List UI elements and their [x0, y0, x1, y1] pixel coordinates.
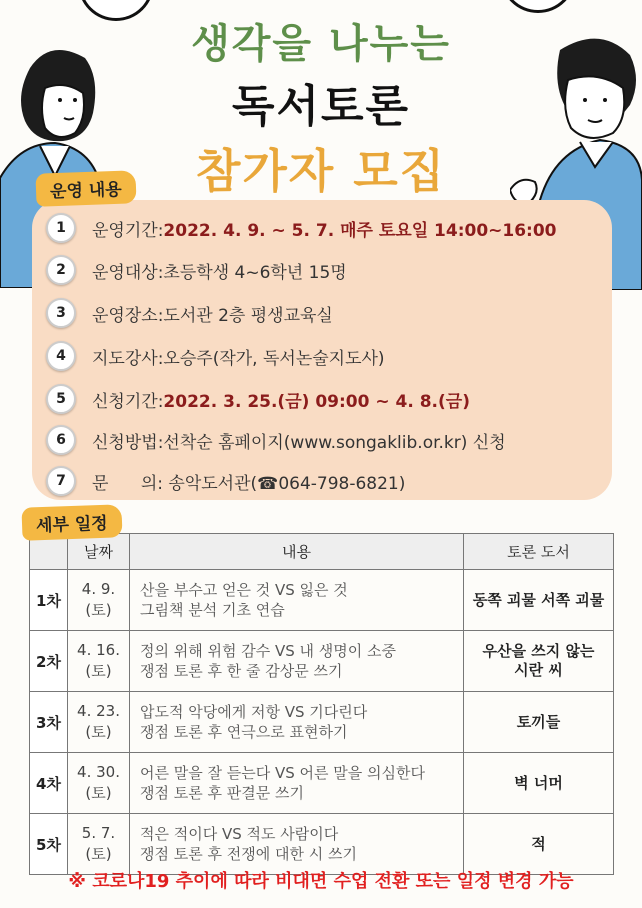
- item-number: 5: [46, 384, 76, 414]
- header-date: 날짜: [68, 534, 130, 570]
- item-number: 3: [46, 298, 76, 328]
- date-cell: [68, 814, 130, 875]
- item-label: 문 의:: [92, 473, 169, 494]
- book-line: 동쪽 괴물 서쪽 괴물: [472, 590, 605, 609]
- content-line: 쟁점 토론 후 판결문 쓰기: [140, 784, 304, 802]
- day-line: (토): [85, 845, 112, 863]
- item-value: 도서관 2층 평생교육실: [163, 305, 333, 326]
- book-cell: [464, 753, 614, 814]
- content-cell: [130, 753, 464, 814]
- date-line: 4. 30.: [77, 763, 120, 781]
- book-cell: [464, 692, 614, 753]
- item-value: 2022. 4. 9. ~ 5. 7. 매주 토요일 14:00~16:00: [163, 220, 557, 241]
- item-value: 오승주(작가, 독서논술지도사): [163, 348, 385, 369]
- content-line: 압도적 악당에게 저항 VS 기다린다: [140, 703, 368, 721]
- item-number: 7: [46, 466, 76, 496]
- day-line: (토): [85, 723, 112, 741]
- date-line: 4. 9.: [81, 580, 116, 598]
- notice-text: ※ 코로나19 추이에 따라 비대면 수업 전환 또는 일정 변경 가능: [68, 871, 574, 892]
- info-item: [46, 425, 506, 455]
- item-value: 2022. 3. 25.(금) 09:00 ~ 4. 8.(금): [163, 391, 470, 412]
- book-line: 시란 씨: [514, 661, 563, 679]
- content-cell: [130, 570, 464, 631]
- content-line: 쟁점 토론 후 한 줄 감상문 쓰기: [140, 662, 343, 680]
- content-line: 어른 말을 잘 듣는다 VS 어른 말을 의심한다: [140, 764, 426, 782]
- content-cell: [130, 692, 464, 753]
- info-item: [46, 298, 333, 328]
- content-line: 그림책 분석 기초 연습: [140, 601, 285, 619]
- item-label: 운영장소:: [92, 305, 164, 326]
- table-row: [30, 570, 614, 631]
- item-label: 신청기간:: [92, 391, 164, 412]
- item-value: 초등학생 4~6학년 15명: [163, 262, 347, 283]
- content-line: 쟁점 토론 후 연극으로 표현하기: [140, 723, 348, 741]
- date-line: 4. 23.: [77, 702, 120, 720]
- date-cell: [68, 631, 130, 692]
- info-item: [46, 213, 557, 243]
- day-line: (토): [85, 784, 112, 802]
- item-label: 지도강사:: [92, 348, 164, 369]
- content-cell: [130, 631, 464, 692]
- content-line: 산을 부수고 얻은 것 VS 잃은 것: [140, 581, 348, 599]
- table-header-row: [30, 534, 614, 570]
- date-cell: [68, 753, 130, 814]
- content-line: 쟁점 토론 후 전쟁에 대한 시 쓰기: [140, 845, 357, 863]
- day-line: (토): [85, 601, 112, 619]
- book-line: 우산을 쓰지 않는: [482, 642, 595, 660]
- schedule-table: [29, 533, 614, 875]
- info-item: [46, 255, 347, 285]
- header-content: 내용: [130, 534, 464, 570]
- info-tag: 운영 내용: [35, 170, 136, 206]
- table-row: [30, 753, 614, 814]
- session-cell: 1차: [30, 570, 68, 631]
- title-line1: 생각을 나누는: [191, 21, 451, 67]
- date-line: 5. 7.: [81, 824, 116, 842]
- session-cell: 3차: [30, 692, 68, 753]
- book-line: 토끼들: [516, 712, 561, 731]
- header-book: 토론 도서: [464, 534, 614, 570]
- item-value: 송악도서관(☎064-798-6821): [168, 473, 406, 494]
- date-cell: [68, 692, 130, 753]
- book-cell: [464, 570, 614, 631]
- content-cell: [130, 814, 464, 875]
- item-number: 4: [46, 341, 76, 371]
- table-row: [30, 631, 614, 692]
- session-cell: 5차: [30, 814, 68, 875]
- item-number: 6: [46, 425, 76, 455]
- item-number: 1: [46, 213, 76, 243]
- item-value: 선착순 홈페이지(www.songaklib.or.kr) 신청: [163, 432, 506, 453]
- table-row: [30, 692, 614, 753]
- info-item: [46, 341, 385, 371]
- book-line: 벽 너머: [514, 773, 563, 792]
- title-line2: 독서토론: [231, 81, 410, 132]
- info-item: [46, 384, 470, 414]
- info-item: [46, 466, 405, 496]
- item-label: 신청방법:: [92, 432, 164, 453]
- book-cell: [464, 631, 614, 692]
- session-cell: 4차: [30, 753, 68, 814]
- book-cell: [464, 814, 614, 875]
- date-cell: [68, 570, 130, 631]
- content-line: 적은 적이다 VS 적도 사람이다: [140, 825, 339, 843]
- item-number: 2: [46, 255, 76, 285]
- book-line: 적: [531, 834, 546, 853]
- item-label: 운영기간:: [92, 220, 164, 241]
- date-line: 4. 16.: [77, 641, 120, 659]
- item-label: 운영대상:: [92, 262, 164, 283]
- day-line: (토): [85, 662, 112, 680]
- session-cell: 2차: [30, 631, 68, 692]
- schedule-tag: 세부 일정: [21, 504, 122, 540]
- content-line: 정의 위해 위험 감수 VS 내 생명이 소중: [140, 642, 397, 660]
- title-line3: 참가자 모집: [195, 144, 447, 198]
- table-row: [30, 814, 614, 875]
